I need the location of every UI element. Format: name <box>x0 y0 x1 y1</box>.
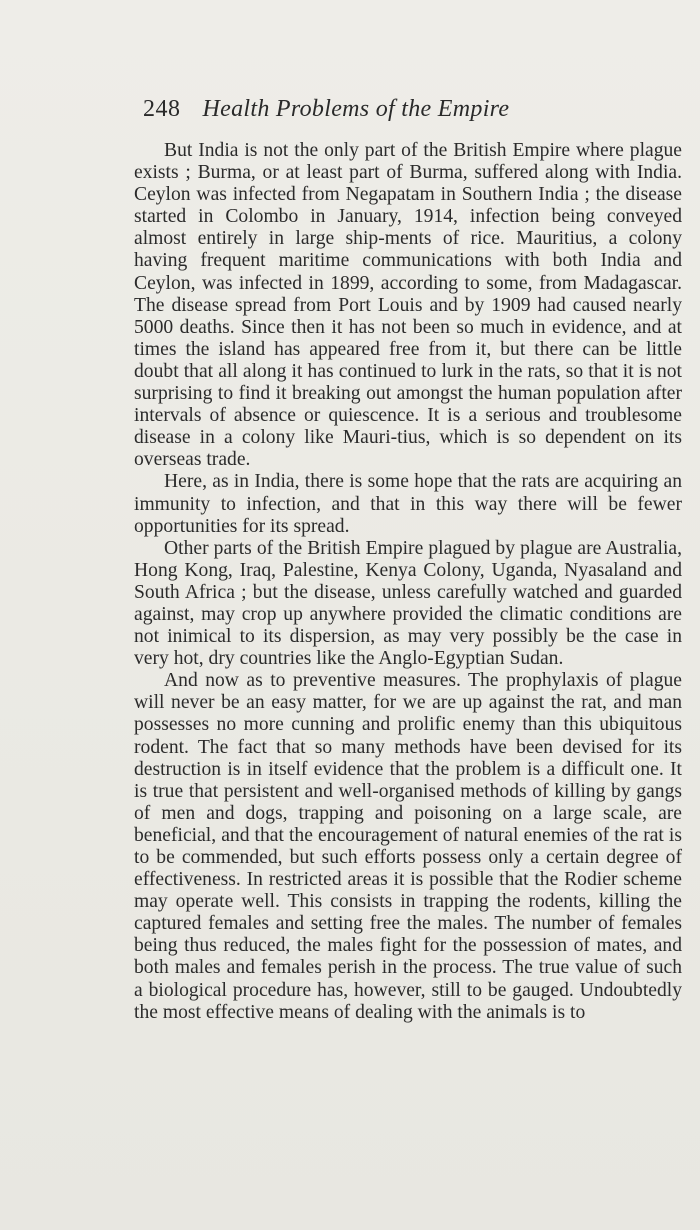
body-text <box>134 140 682 1024</box>
paragraph-4: And now as to preventive measures. The prophylaxis of plague will never be an easy matter, for we are up against the rat, and man possesses no more cunning and prolific enemy than this ubiquitous rodent. The fact that so many methods have been devised for its destruction is in itself evidence that the problem is a difficult one. It is true that persistent and well-organised methods of killing by gangs of men and dogs, trapping and poisoning on a large scale, are beneficial, and that the encouragement of natural enemies of the rat is to be commended, but such efforts possess only a certain degree of effectiveness. In restricted areas it is possible that the Rodier scheme may operate well. This consists in trapping the rodents, killing the captured females and setting free the males. The number of females being thus reduced, the males fight for the possession of mates, and both males and females perish in the process. The true value of such a biological procedure has, however, still to be gauged. Undoubtedly the most effective means of dealing with the animals is to <box>134 670 682 1023</box>
paragraph-2: Here, as in India, there is some hope that the rats are acquiring an immunity to infection, and that in this way there will be fewer opportunities for its spread. <box>134 471 682 537</box>
running-title: Health Problems of the Empire <box>202 96 510 122</box>
paragraph-1: But India is not the only part of the British Empire where plague exists ; Burma, or at least part of Burma, suffered along with India. Ceylon was infected from Negapatam in Southern India ; the disease started in Colombo in January, 1914, infection being conveyed almost entirely in large ship-ments of rice. Mauritius, a colony having frequent maritime communications with both India and Ceylon, was infected in 1899, according to some, from Madagascar. The disease spread from Port Louis and by 1909 had caused nearly 5000 deaths. Since then it has not been so much in evidence, and at times the island has appeared free from it, but there can be little doubt that all along it has continued to lurk in the rats, so that it is not surprising to find it breaking out amongst the human population after intervals of absence or quiescence. It is a serious and troublesome disease in a colony like Mauri-tius, which is so dependent on its overseas trade. <box>134 140 682 471</box>
page-header <box>143 96 683 136</box>
page-number: 248 <box>143 96 181 122</box>
paragraph-3: Other parts of the British Empire plagued by plague are Australia, Hong Kong, Iraq, Palestine, Kenya Colony, Uganda, Nyasaland and South Africa ; but the disease, unless carefully watched and guarded against, may crop up anywhere provided the climatic conditions are not inimical to its dispersion, as may very possibly be the case in very hot, dry countries like the Anglo-Egyptian Sudan. <box>134 537 682 670</box>
